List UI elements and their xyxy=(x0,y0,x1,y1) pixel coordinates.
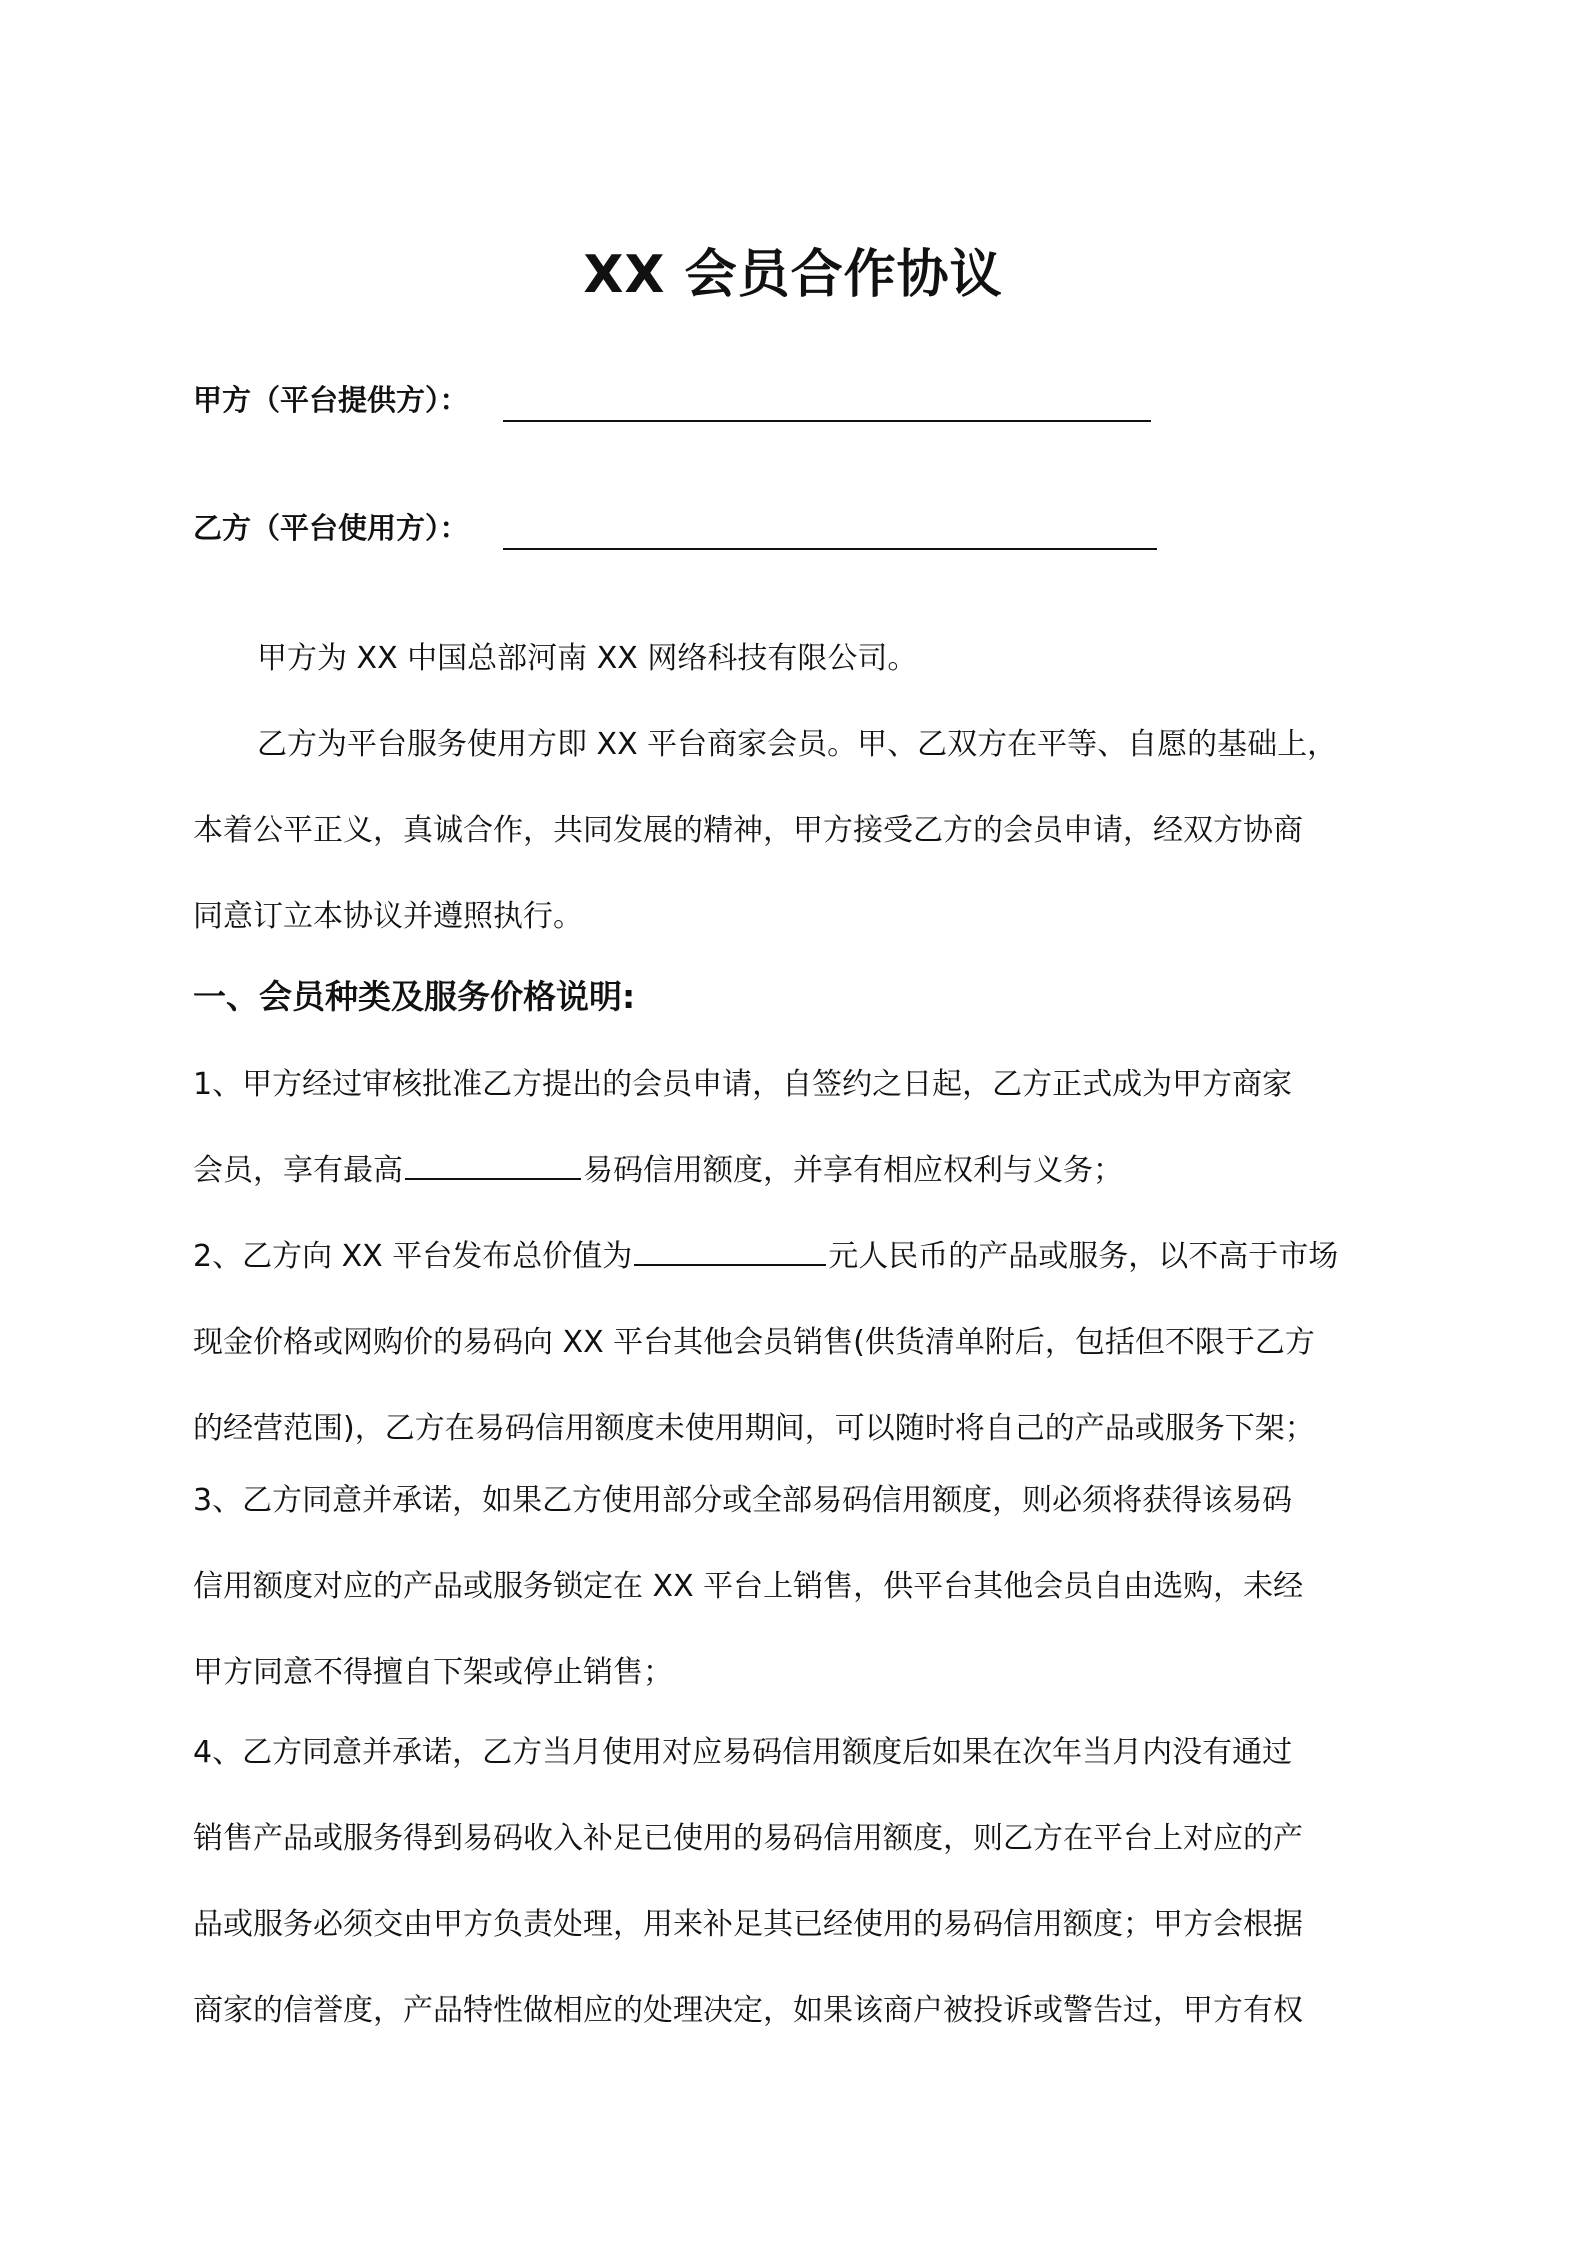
intro-line: 乙方为平台服务使用方即 XX 平台商家会员。甲、乙双方在平等、自愿的基础上， xyxy=(257,727,1338,762)
intro-paragraph xyxy=(193,616,1413,960)
clause-line: 品或服务必须交由甲方负责处理，用来补足其已经使用的易码信用额度；甲方会根据 xyxy=(193,1907,1303,1942)
party-b-blank-line xyxy=(503,548,1157,550)
clause-text: 易码信用额度，并享有相应权利与义务； xyxy=(583,1153,1123,1188)
party-b-label: 乙方（平台使用方）： xyxy=(193,511,469,545)
clause-4 xyxy=(193,1710,1413,2054)
clause-text: 元人民币的产品或服务，以不高于市场 xyxy=(828,1239,1339,1274)
clause-line: 3、乙方同意并承诺，如果乙方使用部分或全部易码信用额度，则必须将获得该易码 xyxy=(193,1483,1293,1518)
clause-line: 销售产品或服务得到易码收入补足已使用的易码信用额度，则乙方在平台上对应的产 xyxy=(193,1821,1303,1856)
clause-3 xyxy=(193,1458,1413,1716)
intro-line: 本着公平正义，真诚合作，共同发展的精神，甲方接受乙方的会员申请，经双方协商 xyxy=(193,813,1303,848)
party-a-label: 甲方（平台提供方）： xyxy=(193,383,469,417)
intro-line: 甲方为 XX 中国总部河南 XX 网络科技有限公司。 xyxy=(257,641,918,676)
clause-line: 信用额度对应的产品或服务锁定在 XX 平台上销售，供平台其他会员自由选购，未经 xyxy=(193,1569,1304,1604)
section-heading: 一、会员种类及服务价格说明: xyxy=(193,977,636,1016)
party-a-blank-line xyxy=(503,420,1151,422)
clause-line: 商家的信誉度，产品特性做相应的处理决定，如果该商户被投诉或警告过，甲方有权 xyxy=(193,1993,1303,2028)
credit-limit-blank xyxy=(405,1148,581,1180)
clause-line: 甲方同意不得擅自下架或停止销售； xyxy=(193,1655,673,1690)
clause-line xyxy=(193,1214,1413,1300)
clause-2 xyxy=(193,1214,1413,1472)
clause-line: 的经营范围)，乙方在易码信用额度未使用期间，可以随时将自己的产品或服务下架； xyxy=(193,1411,1315,1446)
clause-text: 2、乙方向 XX 平台发布总价值为 xyxy=(193,1239,633,1274)
clause-text: 会员，享有最高 xyxy=(193,1153,403,1188)
document-title: XX 会员合作协议 xyxy=(583,245,1003,305)
clause-line: 4、乙方同意并承诺，乙方当月使用对应易码信用额度后如果在次年当月内没有通过 xyxy=(193,1735,1293,1770)
clause-1 xyxy=(193,1042,1413,1214)
party-b-field xyxy=(193,506,469,550)
clause-line xyxy=(193,1128,1413,1214)
intro-line: 同意订立本协议并遵照执行。 xyxy=(193,899,583,934)
total-value-blank xyxy=(634,1234,826,1266)
clause-line: 1、甲方经过审核批准乙方提出的会员申请，自签约之日起，乙方正式成为甲方商家 xyxy=(193,1067,1293,1102)
clause-line: 现金价格或网购价的易码向 XX 平台其他会员销售(供货清单附后，包括但不限于乙方 xyxy=(193,1325,1315,1360)
party-a-field xyxy=(193,378,469,422)
